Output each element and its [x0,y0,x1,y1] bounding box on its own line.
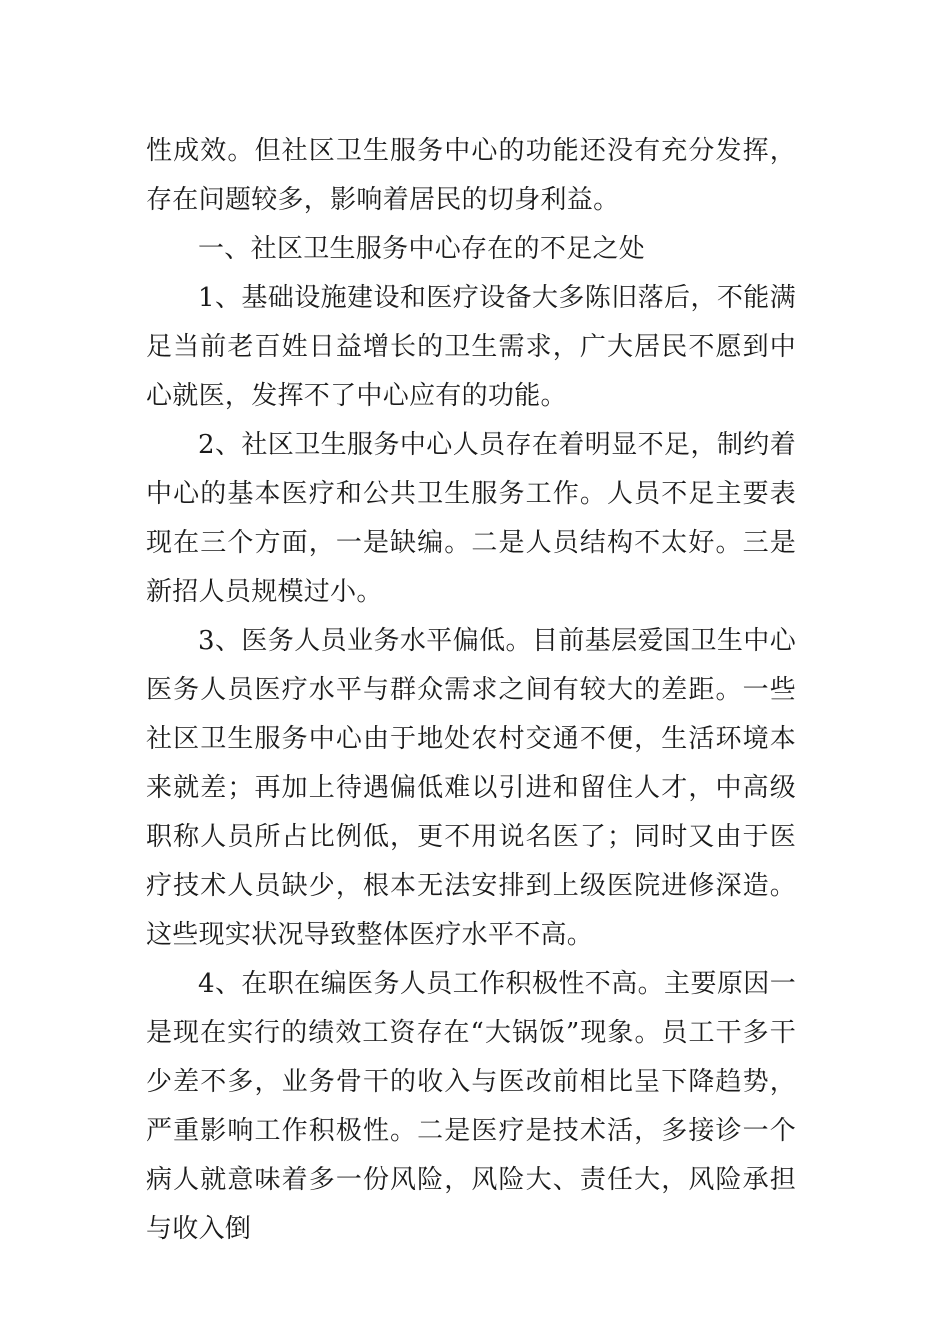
paragraph-item-2: 2、社区卫生服务中心人员存在着明显不足，制约着中心的基本医疗和公共卫生服务工作。人员不足主要表现在三个方面，一是缺编。二是人员结构不太好。三是新招人员规模过小。 [146,430,796,607]
document-body [146,127,796,1254]
paragraph-item-1: 1、基础设施建设和医疗设备大多陈旧落后，不能满足当前老百姓日益增长的卫生需求，广大居民不愿到中心就医，发挥不了中心应有的功能。 [146,283,796,411]
paragraph-continuation: 性成效。但社区卫生服务中心的功能还没有充分发挥，存在问题较多，影响着居民的切身利益。 [146,136,796,215]
paragraph-item-4: 4、在职在编医务人员工作积极性不高。主要原因一是现在实行的绩效工资存在“大锅饭”现象。员工干多干少差不多，业务骨干的收入与医改前相比呈下降趋势，严重影响工作积极性。二是医疗是技术活，多接诊一个病人就意味着多一份风险，风险大、责任大，风险承担与收入倒 [146,969,796,1244]
section-heading: 一、社区卫生服务中心存在的不足之处 [198,234,646,264]
paragraph-item-3: 3、医务人员业务水平偏低。目前基层爱国卫生中心医务人员医疗水平与群众需求之间有较大的差距。一些社区卫生服务中心由于地处农村交通不便，生活环境本来就差；再加上待遇偏低难以引进和留住人才，中高级职称人员所占比例低，更不用说名医了；同时又由于医疗技术人员缺少，根本无法安排到上级医院进修深造。这些现实状况导致整体医疗水平不高。 [146,626,796,950]
